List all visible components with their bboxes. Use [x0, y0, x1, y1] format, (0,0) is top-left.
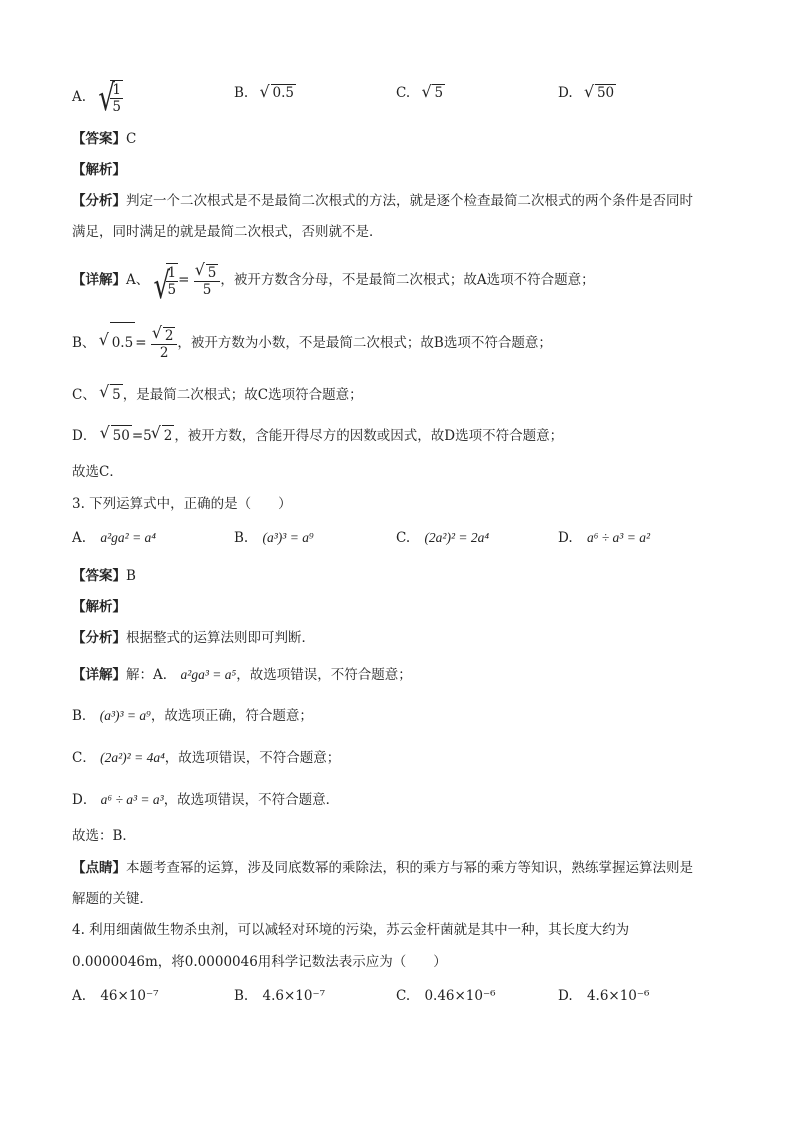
option-math: 4.6×10⁻⁷ — [262, 988, 326, 1004]
radical — [100, 384, 123, 405]
detail-text: ，故选项正确，符合题意； — [150, 708, 313, 724]
q3-detail-a — [72, 665, 754, 685]
q3-conclusion: 故选：B． — [72, 828, 136, 844]
radical — [154, 263, 179, 298]
q4-option-a — [72, 988, 159, 1004]
option-label: B. — [234, 85, 249, 101]
option-label: A. — [72, 530, 87, 546]
detail-text: ，被开方数为小数，不是最简二次根式；故B选项不符合题意； — [177, 335, 552, 351]
option-label: C. — [396, 988, 411, 1004]
radicand: 2 — [162, 425, 175, 446]
fenxi-label: 【分析】 — [72, 630, 126, 646]
answer-label: 【答案】 — [72, 568, 126, 584]
radical — [153, 327, 176, 344]
option-math: 46×10⁻⁷ — [100, 988, 159, 1004]
equals-value: =5 — [131, 428, 152, 444]
detail-text: ，故选项错误，不符合题意； — [236, 667, 412, 683]
q2-answer — [72, 129, 754, 149]
q3-comment-line-1 — [72, 858, 754, 878]
q3-comment-line-2: 解题的关键． — [72, 891, 153, 907]
detail-prefix: A、 — [126, 272, 150, 288]
fraction — [166, 263, 179, 298]
option-label: A. — [72, 988, 87, 1004]
detail-math: (2a²)² = 4a⁴ — [100, 750, 165, 765]
option-label: B. — [234, 530, 249, 546]
denominator: 5 — [202, 281, 212, 298]
option-math: (a³)³ = a⁹ — [262, 530, 314, 545]
numerator: √ 1 — [167, 265, 177, 281]
detail-math: (a³)³ = a⁹ — [99, 708, 151, 723]
q4-stem-line-2: 0.0000046m，将0.0000046用科学记数法表示应为（ ） — [72, 954, 447, 970]
equals-sign: = — [178, 272, 190, 288]
q2-option-a — [72, 80, 123, 115]
radical — [261, 84, 296, 101]
detail-text: ，是最简二次根式；故C选项符合题意； — [122, 387, 363, 403]
detail-prefix: C． — [72, 750, 96, 766]
radical — [196, 264, 219, 281]
comment-label: 【点睛】 — [72, 860, 126, 876]
q3-fenxi — [72, 628, 754, 648]
option-label: B. — [234, 988, 249, 1004]
fraction — [151, 327, 178, 361]
detail-prefix: B、 — [72, 335, 96, 351]
detail-math: a⁶ ÷ a³ = a³ — [100, 792, 164, 807]
q3-stem: 3. 下列运算式中，正确的是（ ） — [72, 496, 292, 512]
numerator: √ 1 — [112, 82, 121, 98]
q3-option-a — [72, 530, 156, 546]
q2-analysis-label: 【解析】 — [72, 162, 126, 178]
radical — [152, 425, 175, 446]
q3-option-d — [558, 530, 650, 546]
detail-label: 【详解】 — [72, 667, 126, 683]
detail-prefix: C、 — [72, 387, 96, 403]
fenxi-text: 根据整式的运算法则即可判断． — [126, 630, 315, 646]
q4-option-b — [234, 988, 325, 1004]
denominator: 5 — [112, 99, 121, 115]
q3-detail-b — [72, 706, 754, 726]
detail-math: a²ga³ = a⁵ — [180, 667, 237, 682]
detail-prefix: 解：A． — [126, 667, 177, 683]
denominator: 5 — [167, 282, 177, 298]
q2-option-c — [396, 84, 445, 101]
option-label: D. — [558, 988, 573, 1004]
radical — [422, 84, 445, 101]
option-label: D. — [558, 530, 573, 546]
q3-detail-d — [72, 790, 754, 810]
detail-text: ，被开方数含分母，不是最简二次根式；故A选项不符合题意； — [220, 272, 595, 288]
option-math: 0.46×10⁻⁶ — [424, 988, 496, 1004]
option-label: C. — [396, 85, 411, 101]
option-label: C. — [396, 530, 411, 546]
q3-answer — [72, 566, 754, 586]
q3-option-b — [234, 530, 314, 546]
comment-text: 本题考查幂的运算，涉及同底数幂的乘除法，积的乘方与幂的乘方等知识，熟练掌握运算法则是 — [126, 860, 693, 876]
detail-text: ，故选项错误，不符合题意． — [163, 792, 340, 808]
option-math: (2a²)² = 2a⁴ — [424, 530, 490, 545]
radical — [101, 425, 132, 446]
q4-option-c — [396, 988, 496, 1004]
option-math: a⁶ ÷ a³ = a² — [586, 530, 650, 545]
detail-prefix: D． — [72, 428, 97, 444]
q2-fenxi-line-1 — [72, 191, 754, 211]
fraction — [110, 80, 123, 115]
q3-analysis-label: 【解析】 — [72, 599, 126, 615]
option-math: a²ga² = a⁴ — [100, 530, 156, 545]
q2-conclusion: 故选C． — [72, 464, 123, 480]
option-label: A. — [72, 89, 87, 105]
fenxi-label: 【分析】 — [72, 193, 126, 209]
answer-value: C — [126, 131, 137, 147]
radicand: 2 — [164, 327, 174, 344]
q3-option-c — [396, 530, 489, 546]
fenxi-text: 判定一个二次根式是不是最简二次根式的方法，就是逐个检查最简二次根式的两个条件是否同时 — [126, 193, 693, 209]
option-math: 4.6×10⁻⁶ — [586, 988, 650, 1004]
numerator — [151, 327, 178, 345]
detail-text: ，故选项错误，不符合题意； — [164, 750, 341, 766]
radicand: 0.5 — [110, 322, 135, 363]
q2-detail-c — [72, 384, 754, 405]
radicand: 5 — [207, 264, 217, 281]
option-label: D. — [558, 85, 573, 101]
q2-detail-d — [72, 425, 754, 446]
q2-detail-b — [72, 322, 754, 363]
radicand: 5 — [110, 384, 123, 405]
q2-detail-a — [72, 260, 754, 300]
detail-label: 【详解】 — [72, 272, 126, 288]
q4-stem-line-1: 4. 利用细菌做生物杀虫剂，可以减轻对环境的污染，苏云金杆菌就是其中一种，其长度大约为 — [72, 922, 630, 938]
detail-text: ，被开方数，含能开得尽方的因数或因式，故D选项不符合题意； — [174, 428, 564, 444]
radicand: 50 — [111, 425, 132, 446]
radicand: 5 — [434, 85, 444, 101]
radical — [100, 322, 135, 363]
equals-sign: = — [135, 335, 147, 351]
q2-option-b — [234, 84, 296, 101]
radical — [98, 80, 123, 115]
answer-label: 【答案】 — [72, 131, 126, 147]
q2-option-d — [558, 84, 616, 101]
q3-detail-c — [72, 748, 754, 768]
detail-prefix: B． — [72, 708, 96, 724]
numerator — [194, 264, 221, 282]
radical — [585, 84, 616, 101]
fraction — [194, 264, 221, 298]
radicand: 50 — [596, 85, 615, 101]
answer-value: B — [126, 568, 136, 584]
q2-fenxi-line-2: 满足，同时满足的就是最简二次根式，否则就不是． — [72, 224, 383, 240]
denominator: 2 — [159, 344, 169, 361]
detail-prefix: D． — [72, 792, 97, 808]
q4-option-d — [558, 988, 649, 1004]
radicand: 0.5 — [272, 85, 294, 101]
